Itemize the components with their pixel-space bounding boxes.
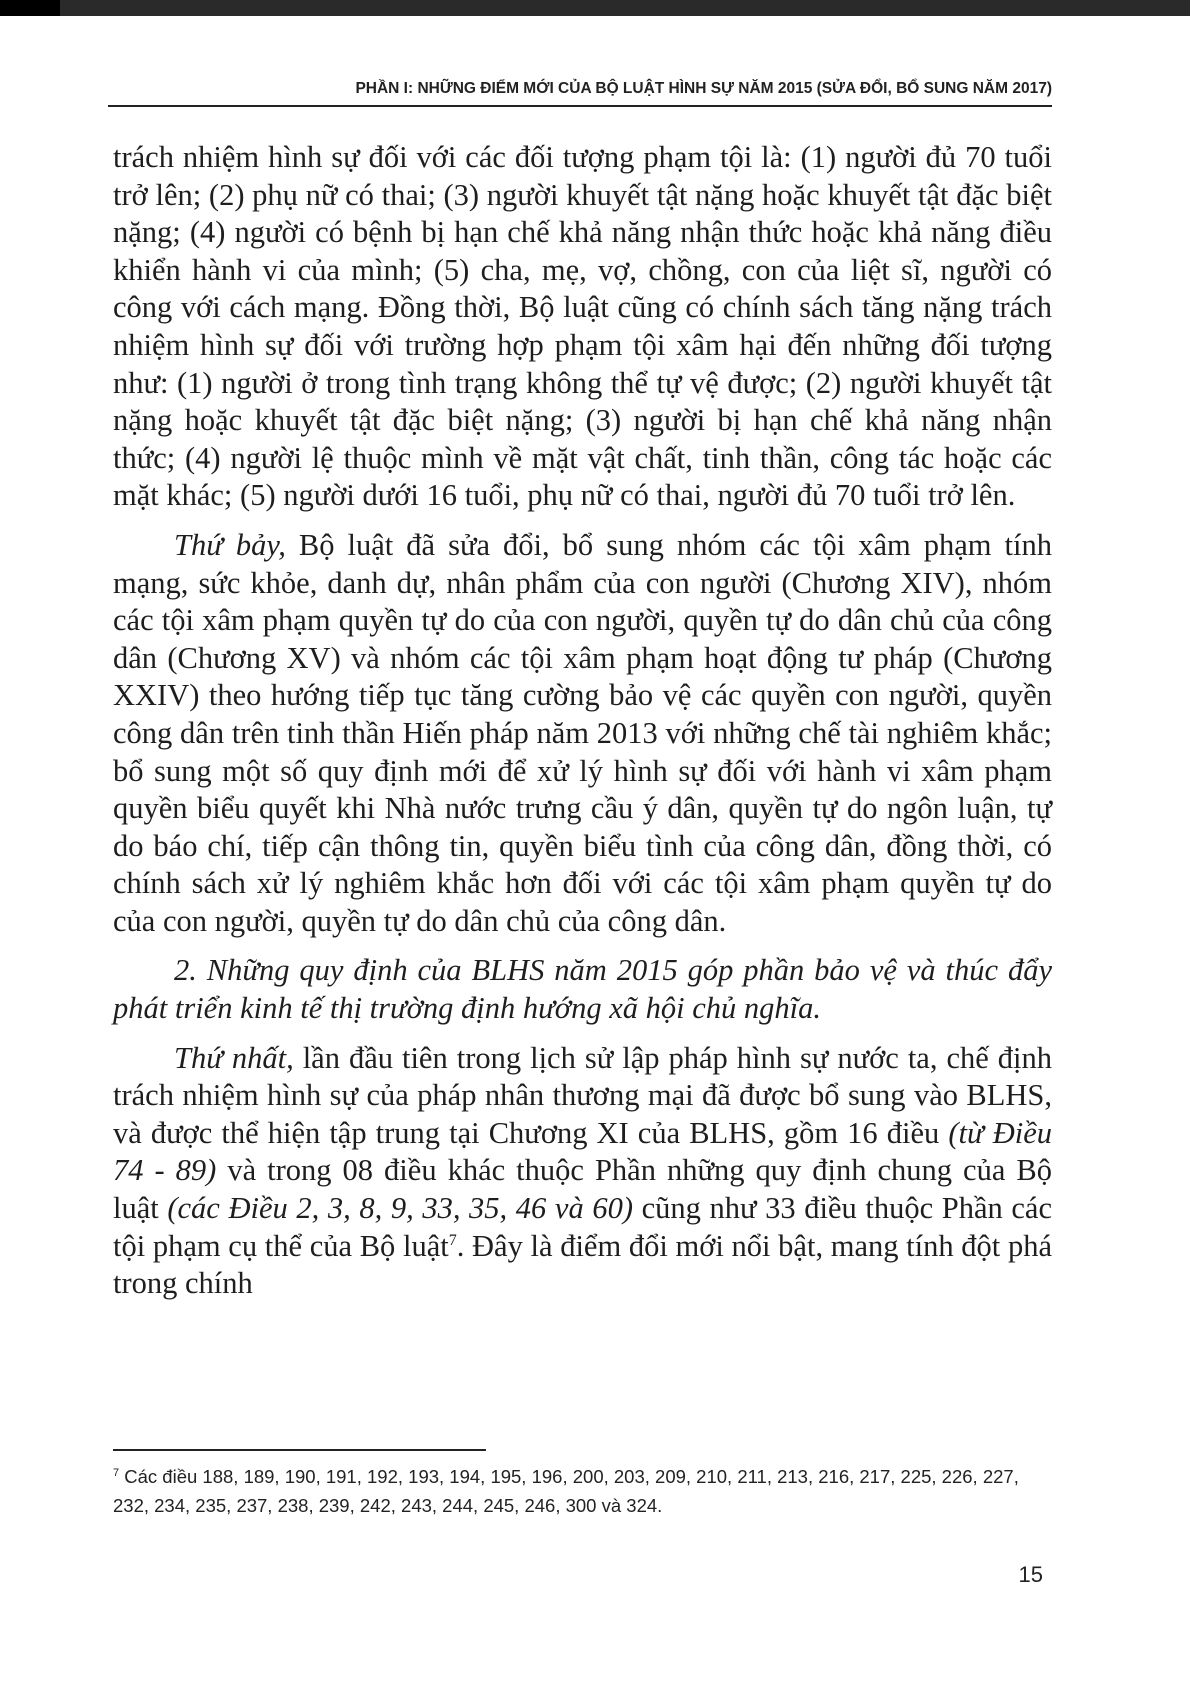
footnote-text: Các điều 188, 189, 190, 191, 192, 193, 194, 195, 196, 200, 203, 209, 210, 211, 213, 216, 217, 225, 226, 227, 232, 234, 235, 237, 238, 239, 242, 243, 244, 245, 246, 300 và 324. [113,1466,1019,1516]
paragraph-lead-italic: Thứ nhất, [174,1040,294,1075]
paragraph-lead-italic: Thứ bảy, [174,527,286,562]
paragraph-thu-bay [113,527,1052,941]
paragraph-thu-nhat [113,1040,1052,1303]
running-head: PHẦN I: NHỮNG ĐIỂM MỚI CỦA BỘ LUẬT HÌNH SỰ NĂM 2015 (SỬA ĐỔI, BỔ SUNG NĂM 2017) [355,80,1052,97]
footnote [113,1462,1052,1520]
paragraph-text: lần đầu tiên trong lịch sử lập pháp hình sự nước ta, chế định trách nhiệm hình sự của pháp nhân thương mại đã được bổ sung vào BLHS, và được thể hiện tập trung tại Chương XI của BLHS, gồm 16 điều [113,1040,1052,1150]
article-reference: (từ Điều 74 - 89) [113,1115,1052,1188]
article-reference: (các Điều 2, 3, 8, 9, 33, 35, 46 và 60) [167,1191,633,1226]
scan-corner-mark [0,0,60,16]
section-heading [113,952,1052,1027]
paragraph-text: và trong 08 điều khác thuộc Phần những quy định chung của Bộ luật [113,1153,1052,1226]
header-rule [108,105,1052,107]
scan-top-edge [0,0,1190,16]
body-text [113,139,1052,1303]
paragraph-text: . Đây là điểm đổi mới nổi bật, mang tính đột phá trong chính [113,1228,1052,1301]
footnote-reference: 7 [448,1231,457,1249]
paragraph-continued: trách nhiệm hình sự đối với các đối tượng phạm tội là: (1) người đủ 70 tuổi trở lên; (2) phụ nữ có thai; (3) người khuyết tật nặng hoặc khuyết tật đặc biệt nặng; (4) người có bệnh bị hạn chế khả năng nhận thức hoặc khả năng điều khiển hành vi của mình; (5) cha, mẹ, vợ, chồng, con của liệt sĩ, người có công với cách mạng. Đồng thời, Bộ luật cũng có chính sách tăng nặng trách nhiệm hình sự đối với trường hợp phạm tội xâm hại đến những đối tượng như: (1) người ở trong tình trạng không thể tự vệ được; (2) người khuyết tật nặng hoặc khuyết tật đặc biệt nặng; (3) người bị hạn chế khả năng nhận thức; (4) người lệ thuộc mình về mặt vật chất, tinh thần, công tác hoặc các mặt khác; (5) người dưới 16 tuổi, phụ nữ có thai, người đủ 70 tuổi trở lên. [113,140,1052,513]
page-number: 15 [1018,1562,1043,1587]
footnote-marker: 7 [113,1466,120,1479]
paragraph-text: cũng như 33 điều thuộc Phần các tội phạm cụ thể của Bộ luật [113,1191,1052,1263]
paragraph-text: Bộ luật đã sửa đổi, bổ sung nhóm các tội xâm phạm tính mạng, sức khỏe, danh dự, nhân phẩm của con người (Chương XIV), nhóm các tội xâm phạm quyền tự do của con người, quyền tự do dân chủ của công dân (Chương XV) và nhóm các tội xâm phạm hoạt động tư pháp (Chương XXIV) theo hướng tiếp tục tăng cường bảo vệ các quyền con người, quyền công dân trên tinh thần Hiến pháp năm 2013 với những chế tài nghiêm khắc; bổ sung một số quy định mới để xử lý hình sự đối với hành vi xâm phạm quyền biểu quyết khi Nhà nước trưng cầu ý dân, quyền tự do ngôn luận, tự do báo chí, tiếp cận thông tin, quyền biểu tình của công dân, đồng thời, có chính sách xử lý nghiêm khắc hơn đối với các tội xâm phạm quyền tự do của con người, quyền tự do dân chủ của công dân. [113,527,1052,938]
section-heading-text: 2. Những quy định của BLHS năm 2015 góp phần bảo vệ và thúc đẩy phát triển kinh tế thị trường định hướng xã hội chủ nghĩa. [113,953,1052,1026]
footnote-rule [113,1449,486,1451]
